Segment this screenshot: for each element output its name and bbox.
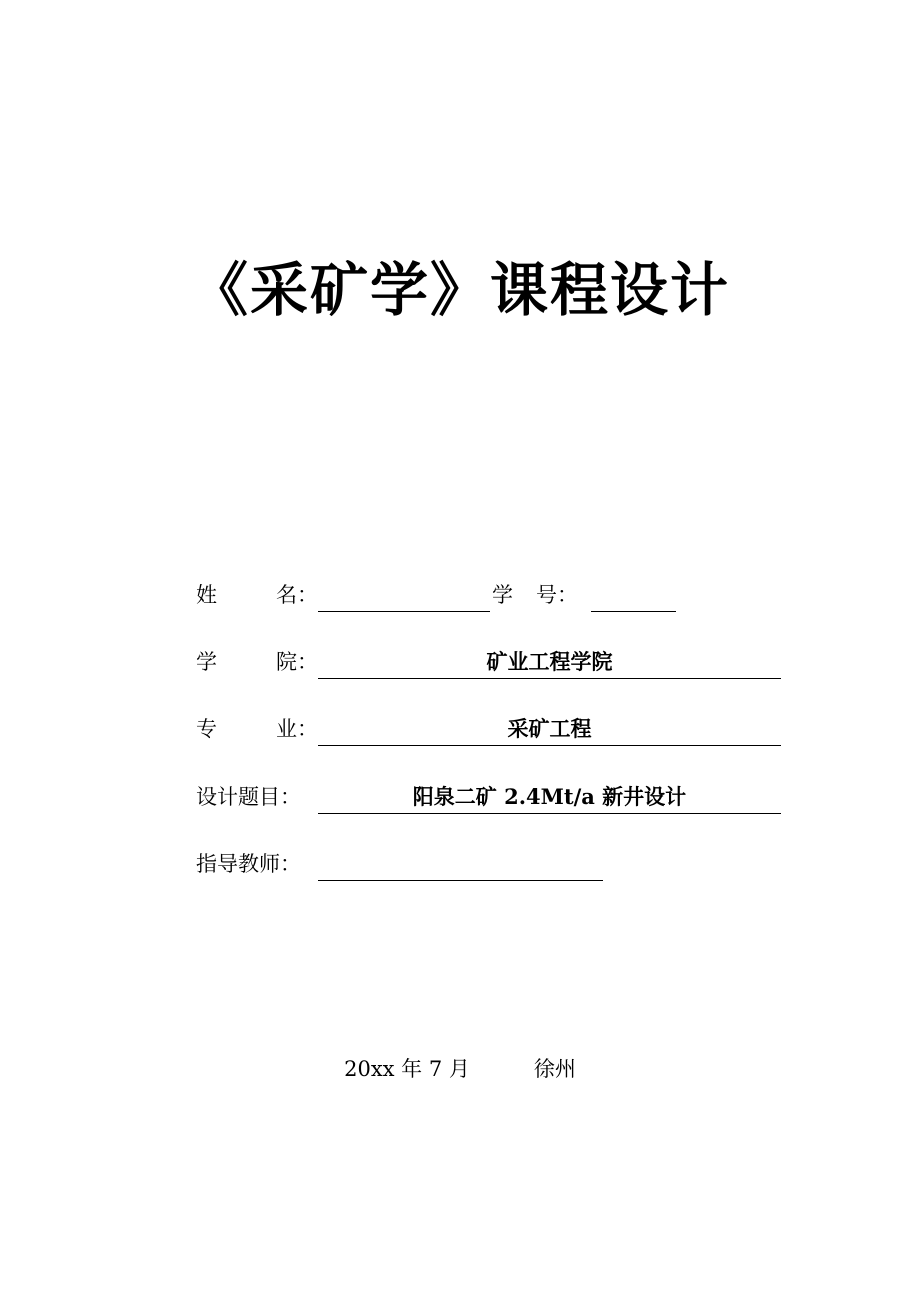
college-row: [196, 645, 786, 679]
topic-row: [196, 780, 786, 814]
footer-date-place: [0, 1052, 920, 1086]
name-row: [196, 578, 696, 612]
major-row: [196, 712, 786, 746]
student-id-field[interactable]: [591, 578, 676, 612]
document-title: 《采矿学》课程设计: [189, 256, 730, 324]
footer-place: 徐州: [533, 1057, 576, 1081]
topic-label: 设计题目：: [196, 785, 301, 809]
college-field[interactable]: 矿业工程学院: [318, 645, 781, 679]
major-field[interactable]: 采矿工程: [318, 712, 781, 746]
major-label: 专 业：: [196, 717, 318, 741]
student-id-label: 学 号：: [492, 583, 578, 607]
advisor-field[interactable]: [318, 847, 603, 881]
college-label: 学 院：: [196, 650, 318, 674]
name-field[interactable]: [318, 578, 490, 612]
name-label: 姓 名：: [196, 583, 318, 607]
advisor-label: 指导教师：: [196, 852, 301, 876]
advisor-row: [196, 847, 616, 881]
topic-field[interactable]: 阳泉二矿 2.4Mt/a 新井设计: [318, 780, 781, 814]
footer-date: 20xx 年 7 月: [344, 1057, 470, 1081]
